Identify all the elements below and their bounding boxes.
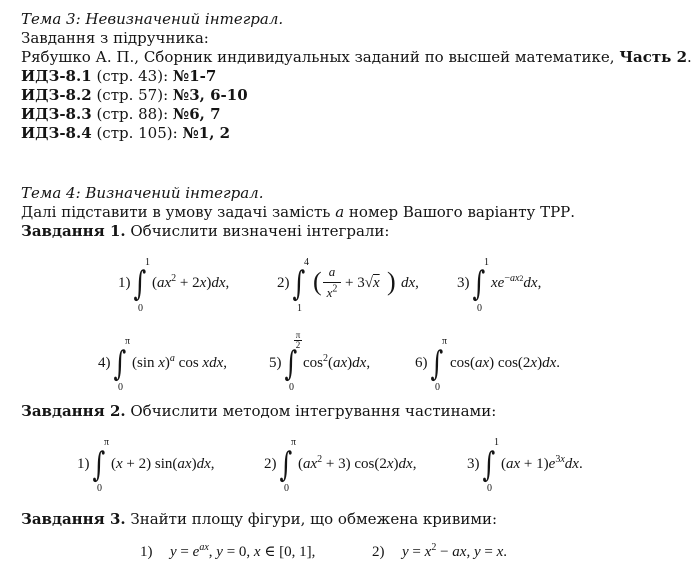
formula-number: 3) bbox=[457, 275, 470, 291]
upper-limit: 1 bbox=[484, 257, 489, 268]
curve-equations: $y = e^{ax}$, y = 0, x ∈ [0, 1], bbox=[170, 542, 316, 560]
lower-limit: 0 bbox=[97, 483, 102, 494]
formula-number: 3) bbox=[467, 456, 480, 472]
integral-sign: ∫ bbox=[133, 264, 147, 304]
upper-limit: π bbox=[291, 437, 297, 448]
task-text: Обчислити визначені інтеграли: bbox=[125, 222, 390, 240]
idz-tasks: №1-7 bbox=[172, 67, 217, 85]
formula-number: 4) bbox=[98, 355, 111, 371]
upper-limit-fraction bbox=[294, 331, 302, 350]
idz-pages: (стр. 105): bbox=[96, 124, 178, 142]
upper-limit: 1 bbox=[145, 257, 150, 268]
idz-id: ИДЗ-8.1 bbox=[21, 67, 92, 85]
note-text-end: номер Вашого варіанту ТРР. bbox=[344, 203, 576, 221]
integral-sign: ∫ bbox=[430, 344, 444, 384]
integrand: + 3√x bbox=[345, 275, 380, 291]
lower-limit: 1 bbox=[297, 303, 302, 314]
formula-number: 2) bbox=[277, 275, 290, 291]
integrand: $xe^{-ax2}dx$, bbox=[491, 273, 542, 291]
formula-number: 1) bbox=[140, 544, 153, 560]
idz-pages: (стр. 57): bbox=[96, 86, 169, 104]
upper-limit: π bbox=[125, 336, 131, 347]
idz-item bbox=[21, 86, 248, 104]
upper-limit: π bbox=[104, 437, 110, 448]
task3-heading bbox=[21, 510, 497, 528]
integrand: (x + 2) sin(ax)dx, bbox=[111, 456, 215, 472]
source-text: Рябушко А. П., Сборник индивидуальных заданий по высшей математике, bbox=[21, 48, 620, 66]
task1-heading bbox=[21, 222, 390, 240]
lower-limit: 0 bbox=[435, 382, 440, 393]
curve-equations: $y = x^2$ − ax, y = x. bbox=[402, 542, 508, 560]
fraction bbox=[323, 263, 341, 302]
topic3-title: Тема 3: Невизначений інтеграл. bbox=[21, 10, 284, 28]
lower-limit: 0 bbox=[487, 483, 492, 494]
integral-sign: ∫ bbox=[92, 445, 106, 485]
denominator: 2 bbox=[295, 340, 301, 350]
lower-limit: 0 bbox=[289, 382, 294, 393]
task-label: Завдання 1. bbox=[21, 222, 126, 240]
lower-limit: 0 bbox=[118, 382, 123, 393]
source-suffix: . bbox=[687, 48, 692, 66]
topic4-note bbox=[21, 203, 575, 221]
integral-sign: ∫ bbox=[113, 344, 127, 384]
formula-number: 2) bbox=[372, 544, 385, 560]
integrand: cos(ax) cos(2x)dx. bbox=[450, 355, 561, 371]
task-text: Обчислити методом інтегрування частинами: bbox=[125, 402, 497, 420]
idz-tasks: №1, 2 bbox=[182, 124, 231, 142]
idz-pages: (стр. 43): bbox=[96, 67, 169, 85]
task-label: Завдання 2. bbox=[21, 402, 126, 420]
note-text: Далі підставити в умову задачі замість bbox=[21, 203, 336, 221]
idz-item bbox=[21, 124, 230, 142]
integral-sign: ∫ bbox=[482, 445, 496, 485]
formula-number: 2) bbox=[264, 456, 277, 472]
upper-limit: π bbox=[442, 336, 448, 347]
idz-item bbox=[21, 105, 221, 123]
left-paren: ( bbox=[313, 267, 322, 296]
denominator: $x^2$ bbox=[326, 283, 338, 300]
formula-number: 1) bbox=[77, 456, 90, 472]
integrand: $\cos^2(ax)dx$, bbox=[303, 353, 371, 371]
integrand: $(ax^2 + 3)$ cos(2x)dx, bbox=[298, 454, 417, 472]
note-variable: a bbox=[335, 203, 345, 221]
integrand: (sin x)$^a$ cos xdx, bbox=[132, 353, 227, 371]
upper-limit: 1 bbox=[494, 437, 499, 448]
idz-tasks: №3, 6-10 bbox=[172, 86, 248, 104]
right-paren: ) bbox=[387, 267, 396, 296]
integral-sign: ∫ bbox=[279, 445, 293, 485]
idz-pages: (стр. 88): bbox=[96, 105, 169, 123]
differential: dx, bbox=[401, 275, 419, 291]
formula-number: 6) bbox=[415, 355, 428, 371]
idz-id: ИДЗ-8.3 bbox=[21, 105, 92, 123]
formula-number: 1) bbox=[118, 275, 131, 291]
idz-item bbox=[21, 67, 216, 85]
lower-limit: 0 bbox=[138, 303, 143, 314]
task-text: Знайти площу фігури, що обмежена кривими: bbox=[125, 510, 498, 528]
source-part: Часть 2 bbox=[619, 48, 688, 66]
topic4-title: Тема 4: Визначений інтеграл. bbox=[21, 184, 264, 202]
integral-sign: ∫ bbox=[472, 264, 486, 304]
idz-tasks: №6, 7 bbox=[172, 105, 221, 123]
idz-id: ИДЗ-8.2 bbox=[21, 86, 92, 104]
formula-number: 5) bbox=[269, 355, 282, 371]
integrand: $(ax + 1)e^{3x}dx$. bbox=[501, 454, 583, 472]
topic3-source bbox=[21, 48, 692, 66]
integral-sign: ∫ bbox=[284, 344, 298, 384]
integral-sign: ∫ bbox=[292, 264, 306, 304]
numerator: π bbox=[295, 330, 301, 340]
lower-limit: 0 bbox=[477, 303, 482, 314]
idz-id: ИДЗ-8.4 bbox=[21, 124, 92, 142]
task2-heading bbox=[21, 402, 496, 420]
lower-limit: 0 bbox=[284, 483, 289, 494]
integrand: $(ax^2 + 2x)dx$, bbox=[152, 273, 230, 291]
numerator: a bbox=[328, 264, 336, 279]
topic3-intro: Завдання з підручника: bbox=[21, 29, 209, 47]
task-label: Завдання 3. bbox=[21, 510, 126, 528]
upper-limit: 4 bbox=[304, 257, 309, 268]
